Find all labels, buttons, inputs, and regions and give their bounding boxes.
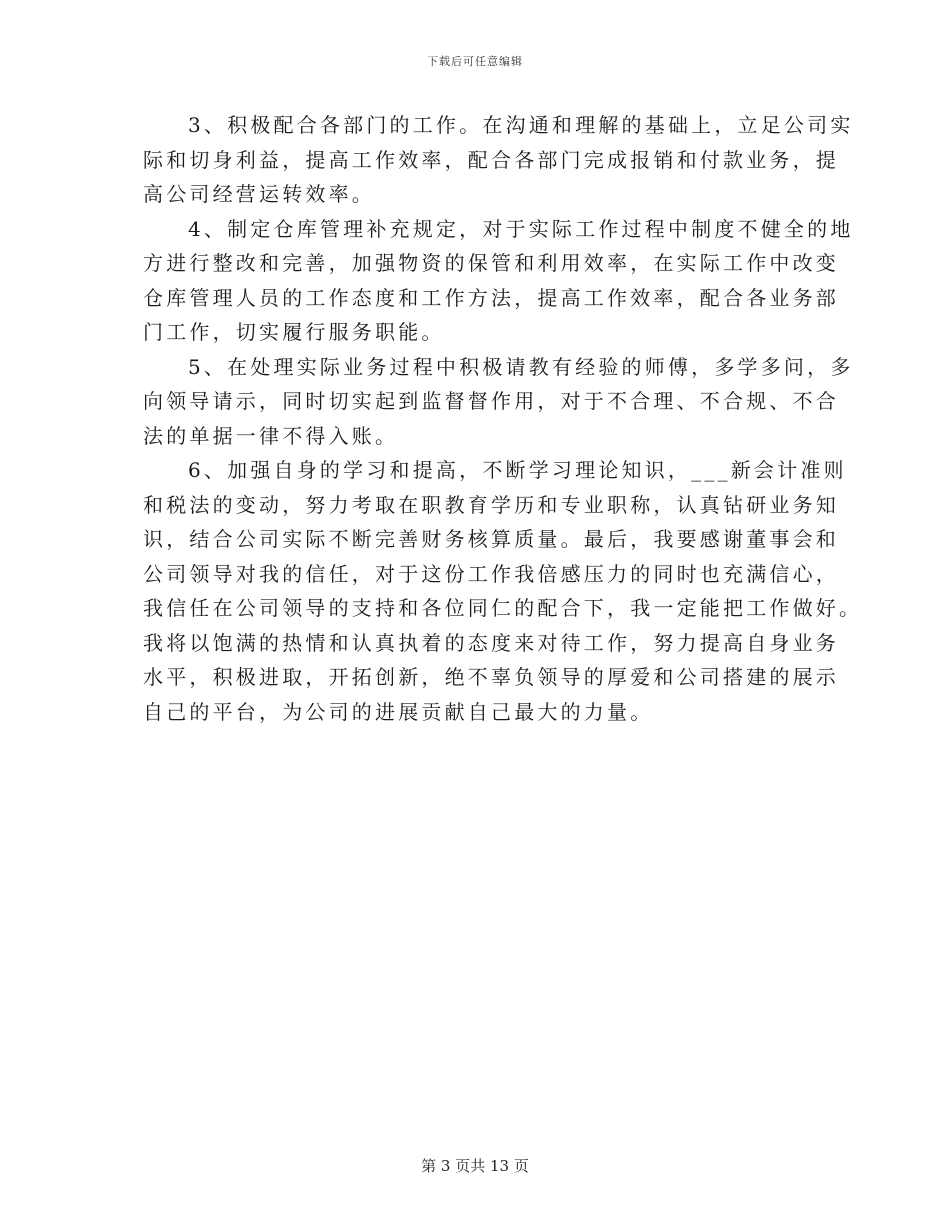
- paragraph-line: 识，结合公司实际不断完善财务核算质量。最后，我要感谢董事会和: [143, 527, 839, 551]
- paragraph-line: 4、制定仓库管理补充规定，对于实际工作过程中制度不健全的地: [188, 216, 854, 241]
- paragraph-line: 际和切身利益，提高工作效率，配合各部门完成报销和付款业务，提: [143, 147, 839, 172]
- paragraph-line: 高公司经营运转效率。: [143, 182, 375, 206]
- paragraph-line: 门工作，切实履行服务职能。: [143, 320, 445, 344]
- paragraph-line: 3、积极配合各部门的工作。在沟通和理解的基础上，立足公司实: [188, 113, 854, 137]
- paragraph-line: 6、加强自身的学习和提高，不断学习理论知识，___新会计准则: [188, 458, 847, 482]
- paragraph-line: 我将以饱满的热情和认真执着的态度来对待工作，努力提高自身业务: [143, 630, 839, 655]
- paragraph-line: 水平，积极进取，开拓创新，绝不辜负领导的厚爱和公司搭建的展示: [143, 665, 839, 689]
- paragraph-line: 5、在处理实际业务过程中积极请教有经验的师傅，多学多问，多: [188, 354, 854, 379]
- document-body: [143, 108, 863, 729]
- paragraph-line: 和税法的变动，努力考取在职教育学历和专业职称，认真钻研业务知: [143, 492, 839, 517]
- paragraph-line: 向领导请示，同时切实起到监督督作用，对于不合理、不合规、不合: [143, 389, 839, 413]
- page-number: 第 3 页共 13 页: [421, 1157, 529, 1175]
- paragraph-line: 我信任在公司领导的支持和各位同仁的配合下，我一定能把工作做好。: [143, 596, 863, 620]
- paragraph-line: 仓库管理人员的工作态度和工作方法，提高工作效率，配合各业务部: [143, 285, 839, 310]
- page-header: 下载后可任意编辑: [427, 55, 523, 68]
- paragraph-line: 自己的平台，为公司的进展贡献自己最大的力量。: [143, 699, 654, 724]
- paragraph-line: 方进行整改和完善，加强物资的保管和利用效率，在实际工作中改变: [143, 251, 839, 275]
- paragraph-line: 法的单据一律不得入账。: [143, 423, 399, 448]
- paragraph-line: 公司领导对我的信任，对于这份工作我倍感压力的同时也充满信心，: [143, 561, 839, 586]
